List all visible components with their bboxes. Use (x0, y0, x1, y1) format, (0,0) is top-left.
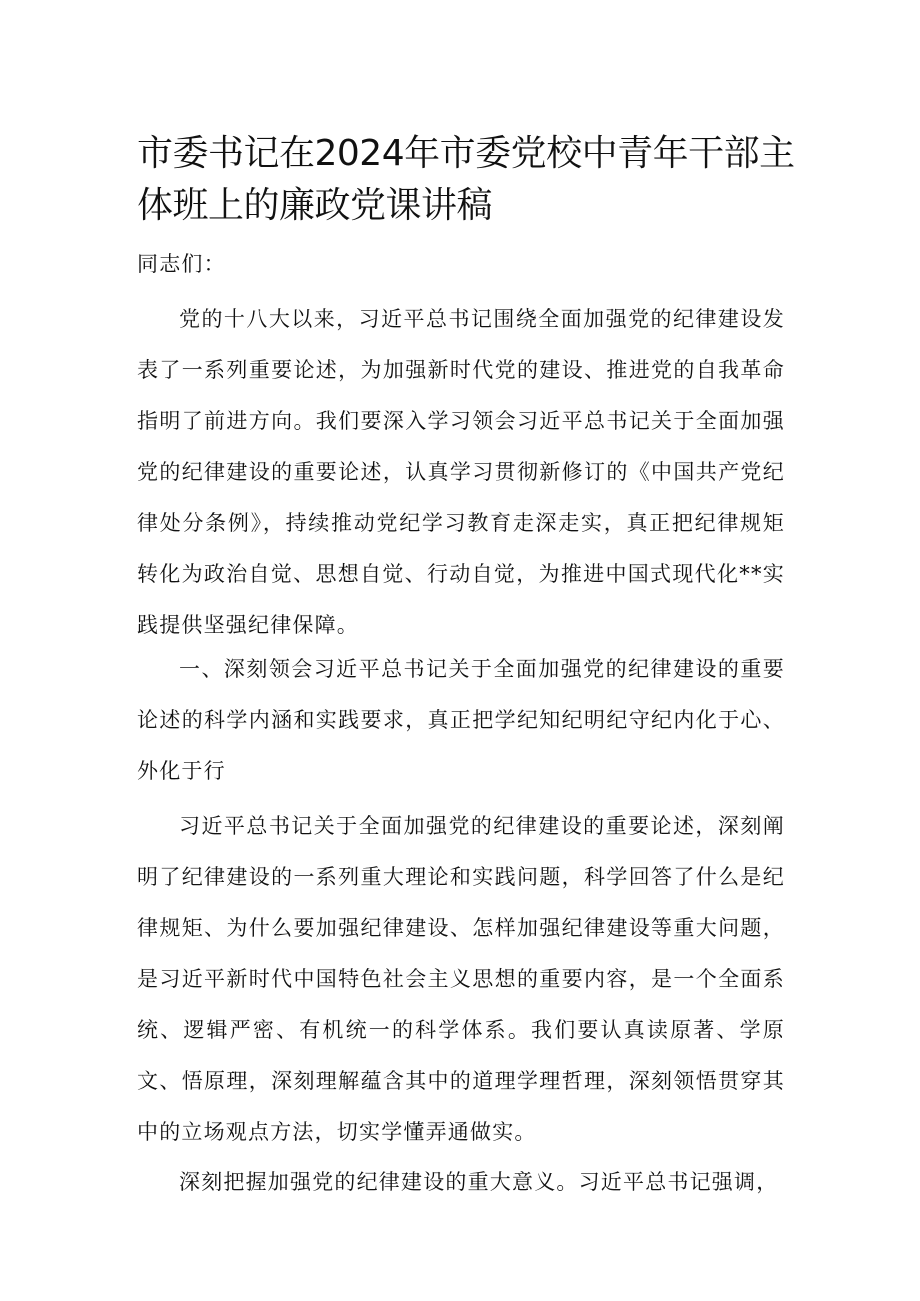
paragraph-continued: 深刻把握加强党的纪律建设的重大意义。习近平总书记强调， (179, 1170, 779, 1194)
section-heading-1: 一、深刻领会习近平总书记关于全面加强党的纪律建设的重要论述的科学内涵和实践要求，真正把学纪知纪明纪守纪内化于心、外化于行 (137, 657, 785, 783)
paragraph-intro: 党的十八大以来，习近平总书记围绕全面加强党的纪律建设发表了一系列重要论述，为加强新时代党的建设、推进党的自我革命指明了前进方向。我们要深入学习领会习近平总书记关于全面加强党的纪律建设的重要论述，认真学习贯彻新修订的《中国共产党纪律处分条例》，持续推动党纪学习教育走深走实，真正把纪律规矩转化为政治自觉、思想自觉、行动自觉，为推进中国式现代化**实践提供坚强纪律保障。 (137, 307, 785, 637)
paragraph-body: 习近平总书记关于全面加强党的纪律建设的重要论述，深刻阐明了纪律建设的一系列重大理论和实践问题，科学回答了什么是纪律规矩、为什么要加强纪律建设、怎样加强纪律建设等重大问题，是习近平新时代中国特色社会主义思想的重要内容，是一个全面系统、逻辑严密、有机统一的科学体系。我们要认真读原著、学原文、悟原理，深刻理解蕴含其中的道理学理哲理，深刻领悟贯穿其中的立场观点方法，切实学懂弄通做实。 (137, 814, 785, 1144)
salutation: 同志们： (137, 252, 226, 276)
document-title: 市委书记在2024年市委党校中青年干部主体班上的廉政党课讲稿 (137, 133, 795, 226)
